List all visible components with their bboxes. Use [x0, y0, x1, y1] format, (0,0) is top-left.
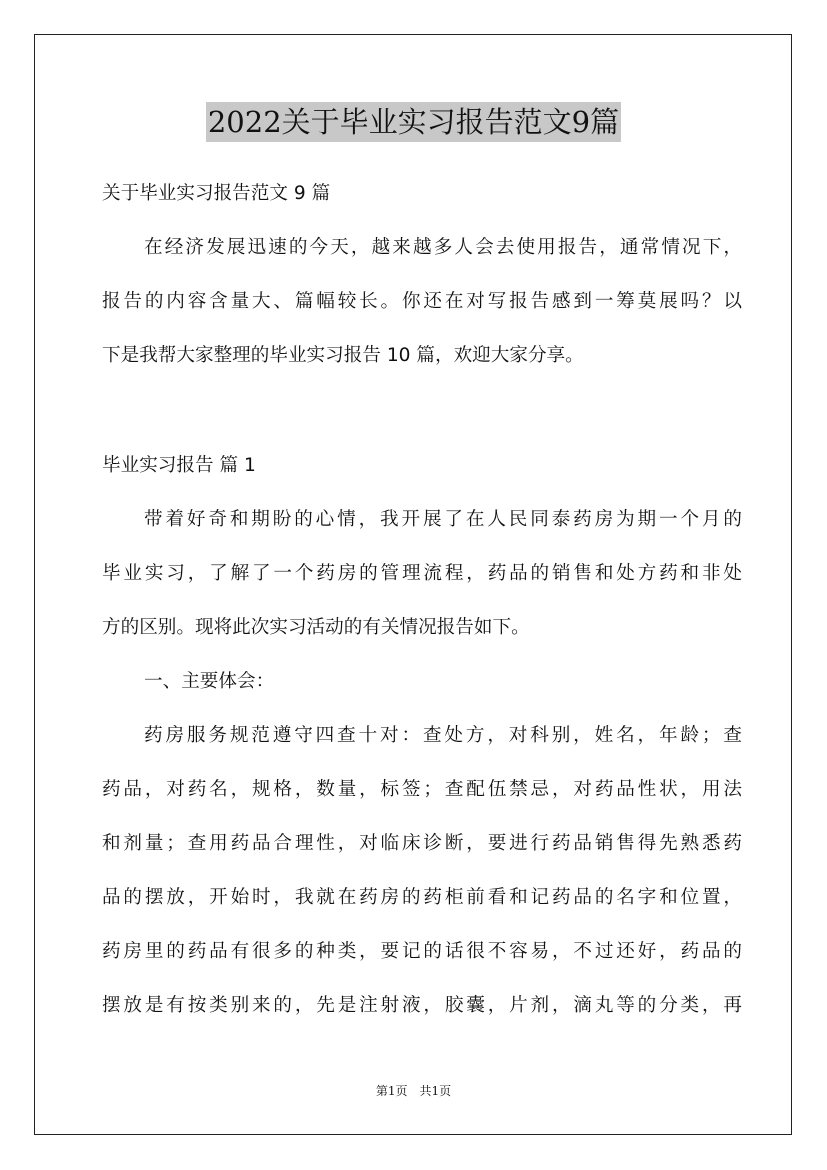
para2-line-5: 药房里的药品有很多的种类，要记的话很不容易，不过还好，药品的 [102, 941, 742, 962]
para2-line-1: 药房服务规范遵守四查十对：查处方，对科别，姓名，年龄；查 [144, 725, 742, 746]
intro-line-1: 在经济发展迅速的今天，越来越多人会去使用报告，通常情况下， [144, 237, 742, 258]
para2-line-4: 品的摆放，开始时，我就在药房的药柜前看和记药品的名字和位置， [102, 887, 742, 908]
para2-line-6: 摆放是有按类别来的，先是注射液，胶囊，片剂，滴丸等的分类，再 [102, 995, 742, 1016]
para2-line-3: 和剂量；查用药品合理性，对临床诊断，要进行药品销售得先熟悉药 [102, 833, 742, 854]
para1-line-1: 带着好奇和期盼的心情，我开展了在人民同泰药房为期一个月的 [144, 509, 742, 530]
para1-line-3: 方的区别。现将此次实习活动的有关情况报告如下。 [102, 617, 530, 638]
para2-line-2: 药品，对药名，规格，数量，标签；查配伍禁忌，对药品性状，用法 [102, 779, 742, 800]
sub-heading: 一、主要体会： [144, 671, 275, 692]
document-subtitle: 关于毕业实习报告范文 9 篇 [102, 183, 331, 204]
para1-line-2: 毕业实习，了解了一个药房的管理流程，药品的销售和处方药和非处 [102, 563, 742, 584]
title-container [0, 102, 827, 142]
section-heading: 毕业实习报告 篇 1 [102, 455, 256, 476]
document-title: 2022关于毕业实习报告范文9篇 [206, 102, 621, 142]
intro-line-2: 报告的内容含量大、篇幅较长。你还在对写报告感到一筹莫展吗？以 [102, 291, 742, 312]
page-footer: 第1页 共1页 [375, 1084, 452, 1098]
intro-line-3: 下是我帮大家整理的毕业实习报告 10 篇，欢迎大家分享。 [102, 345, 584, 366]
